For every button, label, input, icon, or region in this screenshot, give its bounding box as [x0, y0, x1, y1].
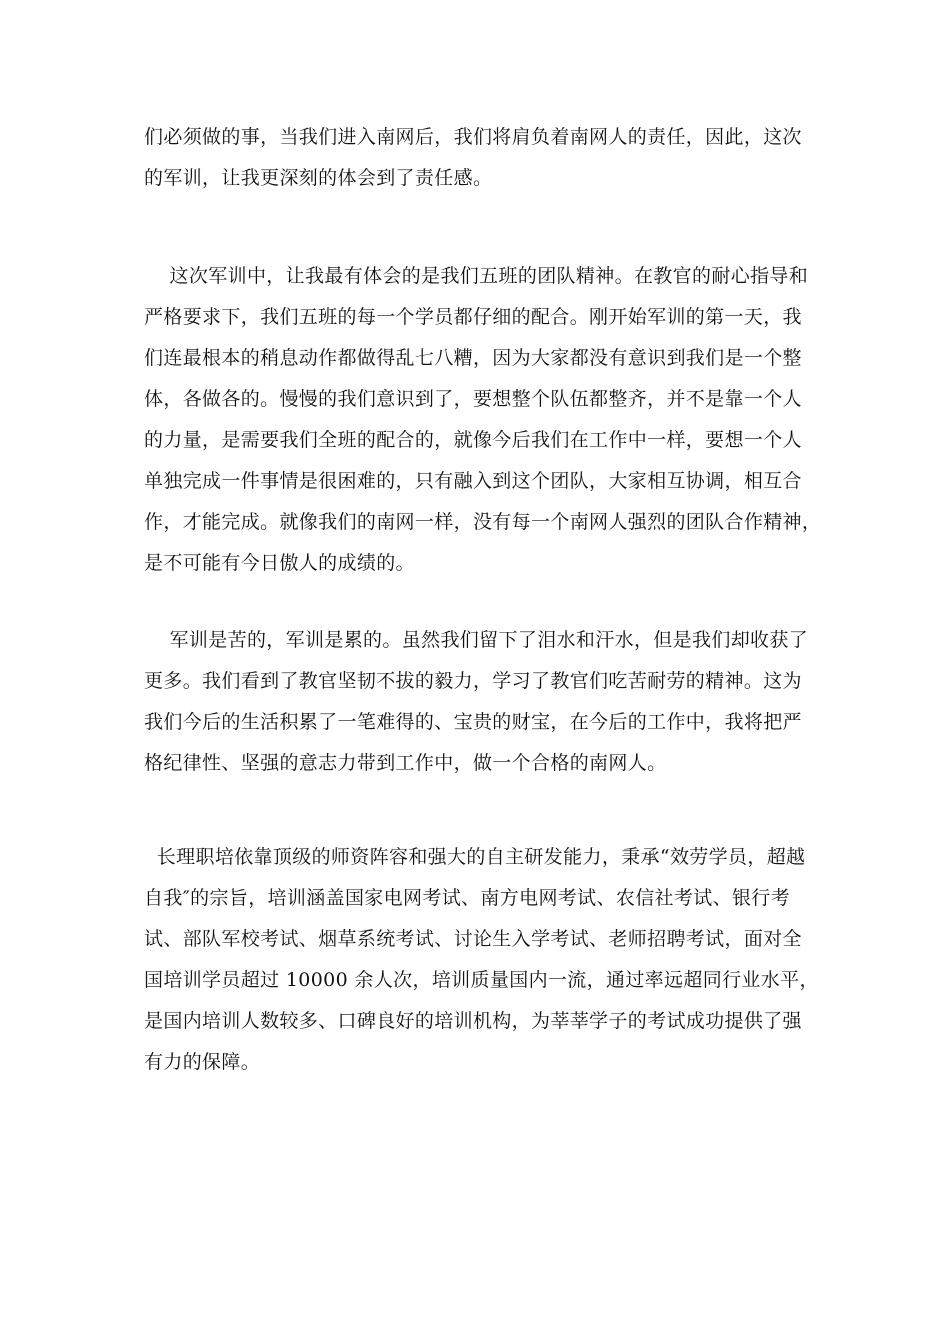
paragraph-line: 格纪律性、坚强的意志力带到工作中，做一个合格的南网人。 — [144, 752, 667, 774]
paragraph-line: 是国内培训人数较多、口碑良好的培训机构，为莘莘学子的考试成功提供了强 — [144, 1010, 802, 1032]
paragraph-line: 体，各做各的。慢慢的我们意识到了，要想整个队伍都整齐，并不是靠一个人 — [144, 388, 802, 410]
paragraph-line: 这次军训中，让我最有体会的是我们五班的团队精神。在教官的耐心指导和 — [144, 265, 809, 287]
paragraph-line: 们连最根本的稍息动作都做得乱七八糟，因为大家都没有意识到我们是一个整 — [144, 347, 802, 369]
paragraph-line: 们必须做的事，当我们进入南网后，我们将肩负着南网人的责任，因此，这次 — [144, 126, 802, 148]
paragraph-line: 更多。我们看到了教官坚韧不拔的毅力，学习了教官们吃苦耐劳的精神。这为 — [144, 670, 802, 692]
paragraph-line: 是不可能有今日傲人的成绩的。 — [144, 552, 415, 574]
paragraph-line: 严格要求下，我们五班的每一个学员都仔细的配合。刚开始军训的第一天，我 — [144, 306, 802, 328]
paragraph-line: 单独完成一件事情是很困难的，只有融入到这个团队，大家相互协调，相互合 — [144, 470, 802, 492]
paragraph-line: 的力量，是需要我们全班的配合的，就像今后我们在工作中一样，要想一个人 — [144, 429, 802, 451]
paragraph-line: 军训是苦的，军训是累的。虽然我们留下了泪水和汗水，但是我们却收获了 — [144, 629, 809, 651]
paragraph-line: 试、部队军校考试、烟草系统考试、讨论生入学考试、老师招聘考试，面对全 — [144, 928, 802, 950]
paragraph-line: 有力的保障。 — [144, 1051, 261, 1073]
paragraph-line: 我们今后的生活积累了一笔难得的、宝贵的财宝，在今后的工作中，我将把严 — [144, 711, 802, 733]
paragraph-line: 国培训学员超过 10000 余人次，培训质量国内一流，通过率远超同行业水平， — [144, 969, 819, 991]
paragraph-line: 长理职培依靠顶级的师资阵容和强大的自主研发能力，秉承“效劳学员，超越 — [144, 846, 806, 868]
paragraph-line: 的军训，让我更深刻的体会到了责任感。 — [144, 167, 493, 189]
paragraph-line: 作，才能完成。就像我们的南网一样，没有每一个南网人强烈的团队合作精神， — [144, 511, 822, 533]
paragraph-line: 自我″的宗旨，培训涵盖国家电网考试、南方电网考试、农信社考试、银行考 — [144, 887, 790, 909]
